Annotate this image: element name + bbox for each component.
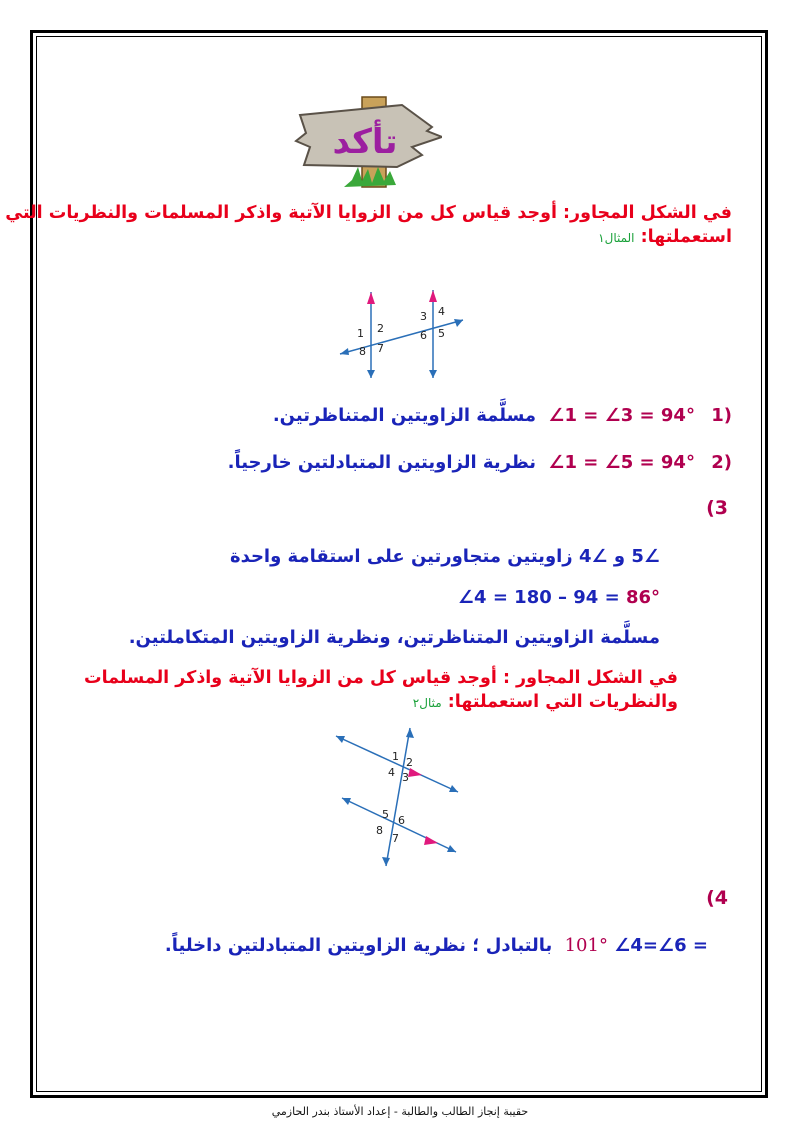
answer3-calculation xyxy=(458,587,660,608)
fig1-label-6: 6 xyxy=(420,329,427,342)
fig1-label-5: 5 xyxy=(438,327,445,340)
answer3-number: (3 xyxy=(706,497,728,519)
answer4-number: (4 xyxy=(706,887,728,909)
answer3-line3: مسلَّمة الزاويتين المتناظرتين، ونظرية الزاويتين المتكاملتين. xyxy=(128,627,660,648)
example2-prompt-line2 xyxy=(413,692,678,712)
fig1-label-2: 2 xyxy=(377,322,384,335)
answer1 xyxy=(273,405,732,426)
answer4-value: 101° xyxy=(564,935,608,956)
example1-prompt-line1: في الشكل المجاور: أوجد قياس كل من الزوايا الآتية واذكر المسلمات والنظريات التي xyxy=(5,203,732,223)
answer1-number: 1) xyxy=(711,405,732,426)
answer4 xyxy=(165,935,708,956)
answer2 xyxy=(228,452,732,473)
fig2-label-2: 2 xyxy=(406,756,413,769)
fig1-label-4: 4 xyxy=(438,305,445,318)
banner-sign-image xyxy=(292,95,442,190)
fig2-label-3: 3 xyxy=(402,771,409,784)
example2-figure xyxy=(330,722,470,872)
banner-word: تأكد xyxy=(332,122,398,162)
example1-tag: المثال١ xyxy=(598,231,635,245)
fig1-label-7: 7 xyxy=(377,342,384,355)
fig2-label-5: 5 xyxy=(382,808,389,821)
answer4-reason: بالتبادل ؛ نظرية الزاويتين المتبادلتين داخلياً. xyxy=(164,935,553,956)
answer1-expression: ∠1 = ∠3 = 94° xyxy=(548,405,695,426)
answer2-number: 2) xyxy=(711,452,732,473)
fig2-label-7: 7 xyxy=(392,832,399,845)
fig2-label-6: 6 xyxy=(398,814,405,827)
page-footer: حقيبة إنجاز الطالب والطالبة - إعداد الأستاذ بندر الحازمي xyxy=(271,1105,529,1118)
example1-prompt-word: استعملتها: xyxy=(640,227,732,247)
answer2-reason: نظرية الزاويتين المتبادلتين خارجياً. xyxy=(227,452,537,473)
answer3-calc-left: ∠4 = 180 – 94 = xyxy=(457,587,626,608)
fig2-label-1: 1 xyxy=(392,750,399,763)
example2-prompt-word: والنظريات التي استعملتها: xyxy=(447,692,678,712)
fig2-label-8: 8 xyxy=(376,824,383,837)
example1-prompt-line2 xyxy=(32,227,732,247)
example2-prompt-line1: في الشكل المجاور : أوجد قياس كل من الزوايا الآتية واذكر المسلمات xyxy=(84,668,678,688)
fig1-label-3: 3 xyxy=(420,310,427,323)
fig2-label-4: 4 xyxy=(388,766,395,779)
answer1-reason: مسلَّمة الزاويتين المتناظرتين. xyxy=(272,405,537,426)
answer2-expression: ∠1 = ∠5 = 94° xyxy=(548,452,695,473)
fig1-label-8: 8 xyxy=(359,345,366,358)
answer4-lhs: ∠4=∠6 = xyxy=(614,935,708,956)
answer3-calc-result: 86° xyxy=(625,587,660,608)
example2-tag: مثال٢ xyxy=(412,696,442,710)
answer3-line1: ∠5 و ∠4 زاويتين متجاورتين على استقامة واحدة xyxy=(229,546,660,567)
fig1-label-1: 1 xyxy=(357,327,364,340)
example1-figure xyxy=(335,282,470,382)
